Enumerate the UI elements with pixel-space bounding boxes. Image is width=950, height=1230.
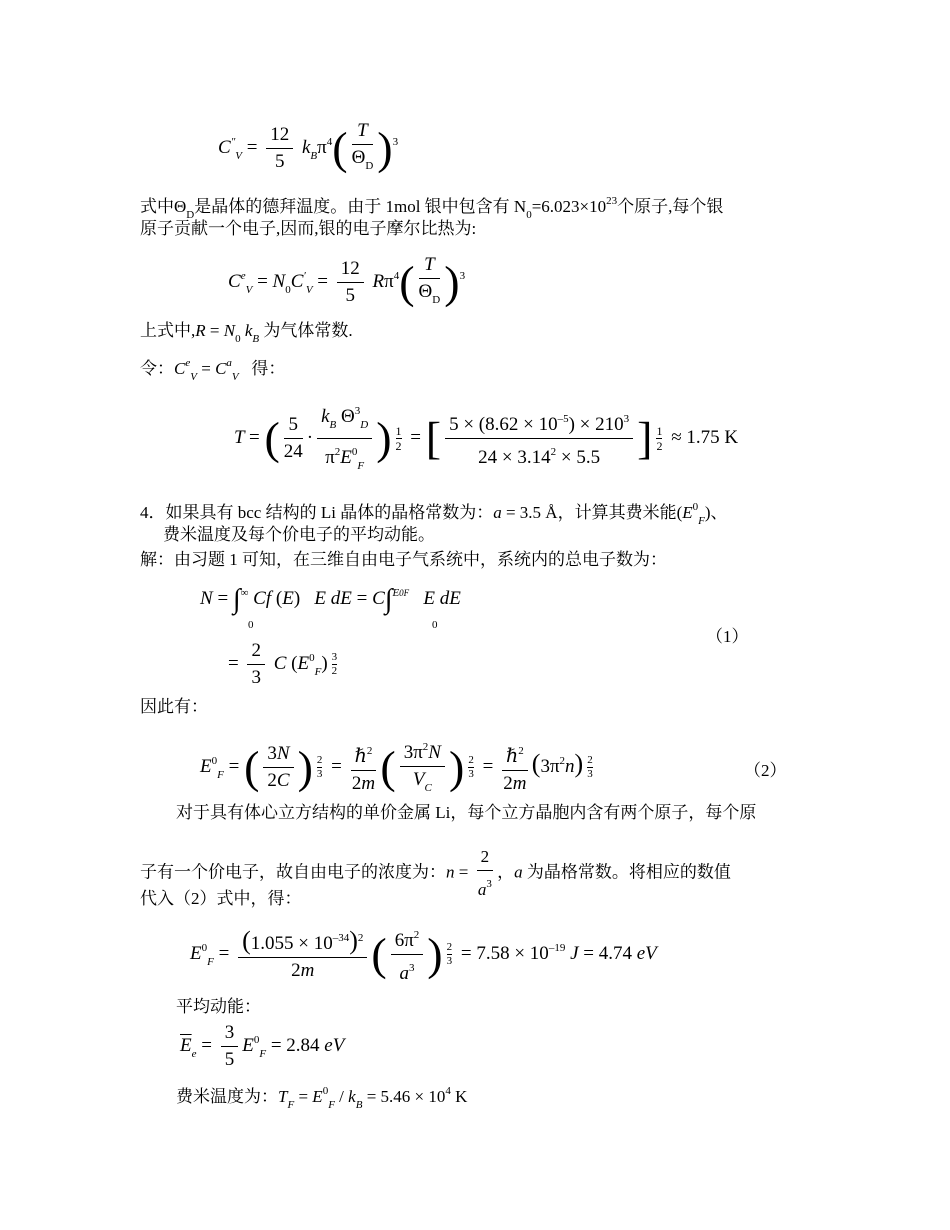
- equation-fermi-energy-value: $E^0_F$ = $\frac{(1.055 \times 10^{-34})^2}{2m}$ ( $\frac{6\pi^2}{a^3}$ ) $\frac{2}{3}$ = $7.58 \times 10^{-19}$ J = 4.74 eV: [190, 922, 657, 987]
- paragraph-concentration: 子有一个价电子，故自由电子的浓度为：n = $\frac{2}{a^3}$ ，a 为晶格常数。将相应的数值: [140, 844, 731, 903]
- paragraph-gas-constant: 上式中$,R = N_0$ $k_B$ 为气体常数.: [140, 321, 353, 345]
- paragraph-debye: 式中$\Theta_D$是晶体的德拜温度。由于 1mol 银中包含有 $N_0=6.023\times 10^{23}$个原子,每个银: [140, 195, 724, 221]
- paragraph-therefore: 因此有：: [140, 697, 208, 716]
- equation-electron-count-2: = $\frac{2}{3}$ C $(E^0_F)$ $\frac{3}{2}$: [228, 640, 338, 688]
- equation-cv-electron: $C^e_V = N_0C'_V$ = $\frac{12}{5}$ $R\pi^4$( $\frac{T}{\Theta_D}$ )$^3$: [228, 254, 466, 308]
- equation-number-2: （2）: [744, 761, 787, 780]
- paragraph-let: 令：$C^e_V = C^a_V$ 得：: [140, 357, 286, 383]
- solution-intro: 解：由习题 1 可知，在三维自由电子气系统中，系统内的总电子数为：: [140, 550, 667, 569]
- integral-lower-limit-1: 0: [248, 619, 254, 631]
- equation-temperature: T = ( $\frac{5}{24}$ · $\frac{k_B \Theta^3_D}{\pi^2E^0_F}$ ) $\frac{1}{2}$ = [ $\frac{5 \times (8.62 \times 10^{-5}) \times 210^3}{24 \times 3.14^2 \times 5.5}$ ] $\frac{1}{2}$ ≈ 1.75 K: [234, 398, 738, 479]
- question-4-line2: 费米温度及每个价电子的平均动能。: [163, 525, 435, 544]
- question-4-line1: 4．如果具有 bcc 结构的 Li 晶体的晶格常数为：a = 3.5 Å，计算其费米能$(E^0_F)$、: [140, 501, 728, 527]
- paragraph-fermi-temperature: 费米温度为：$T_F = E^0_F / k_B = 5.46 \times 10^4$ K: [176, 1085, 468, 1111]
- paragraph-bcc: 对于具有体心立方结构的单价金属 Li，每个立方晶胞内含有两个原子，每个原: [176, 803, 757, 822]
- paragraph-average-kinetic: 平均动能：: [176, 997, 261, 1016]
- equation-number-1: （1）: [706, 627, 749, 646]
- integral-lower-limit-2: 0: [432, 619, 438, 631]
- equation-cv-double-prime: $C''_V$ = $\frac{12}{5}$ $k_B\pi^4$( $\frac{T}{\Theta_D}$ )$^3$: [218, 120, 399, 174]
- paragraph-substitute: 代入（2）式中，得：: [140, 889, 302, 908]
- paragraph-silver: 原子贡献一个电子,因而,银的电子摩尔比热为:: [140, 219, 477, 238]
- equation-average-kinetic: $\overline{E}_e$ = $\frac{3}{5}$ $E^0_F = 2.84$ eV: [180, 1022, 345, 1070]
- equation-electron-count: N = ∫∞ Cf (E) E dE = C∫$^{E0F}$ E dE: [200, 584, 461, 615]
- equation-fermi-energy: $E^0_F$ = ( $\frac{3N}{2C}$ ) $\frac{2}{3}$ = $\frac{\hbar^2}{2m}$ ( $\frac{3\pi^2N}{V_C}$ ) $\frac{2}{3}$ = $\frac{\hbar^2}{2m}$ $(3\pi^2n)$ $\frac{2}{3}$: [200, 734, 597, 801]
